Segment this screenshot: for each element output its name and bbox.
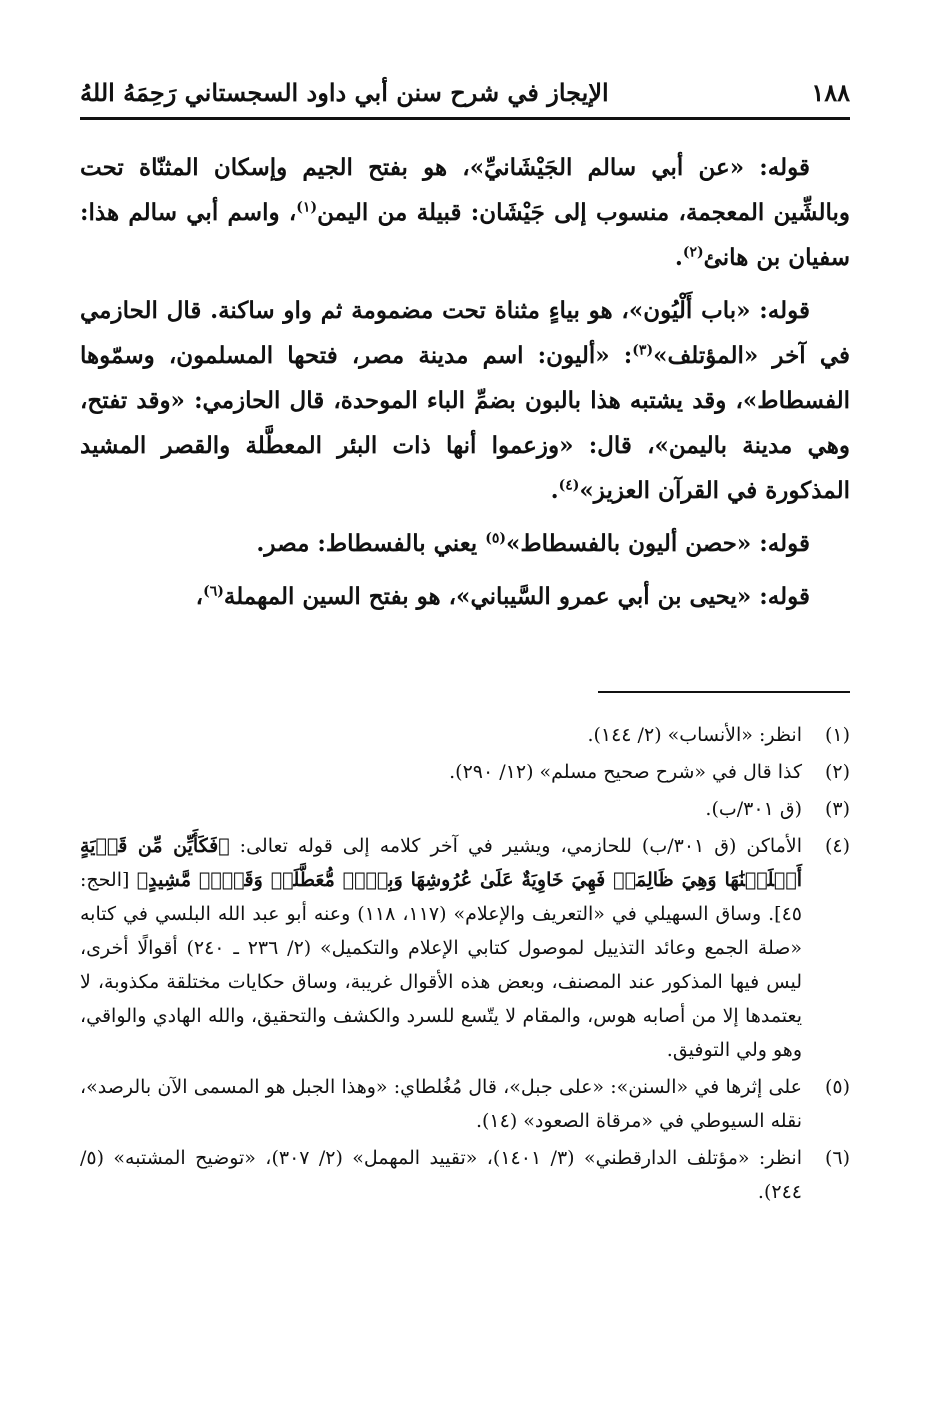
text-run: ، واسم أبي سالم هذا: سفيان بن هانئ [80, 199, 850, 271]
footnote-number: (٥) [824, 1076, 850, 1098]
text-run: : «أليون: اسم مدينة مصر، فتحها المسلمون، وسمّوها الفسطاط»، وقد يشتبه هذا بالبون بضمِّ الباء الموحدة، قال الحازمي: «وقد تفتح، وهي مدينة باليمن»، قال: «وزعموا أنها ذات البئر المعطَّلة والقصر المشيد المذكورة في القرآن العزيز» [80, 342, 850, 504]
footnote-number: (٦) [824, 1147, 850, 1169]
footnote-ref-6[interactable]: (٦) [203, 583, 224, 600]
footnote-text: (ق ٣٠١/ب). [705, 798, 802, 820]
paragraph-3 [80, 521, 850, 566]
text-run: قوله: « [736, 583, 810, 610]
footnote-ref-5[interactable]: (٥) [485, 530, 507, 547]
quoted-phrase: عن أبي سالم الجَيْشَانيِّ [484, 154, 730, 181]
footnote-text: انظر: «الأنساب» (٢/ ١٤٤). [587, 724, 802, 746]
page-number: ١٨٨ [811, 77, 850, 107]
quoted-phrase: حصن أليون بالفسطاط [520, 530, 737, 557]
footnote-1 [80, 718, 850, 752]
text-run: قوله: « [736, 297, 810, 324]
main-text [80, 145, 850, 627]
text-run: » [506, 530, 521, 557]
footnote-number: (٣) [824, 798, 850, 820]
text-run: »، هو بفتح السين المهملة [223, 583, 471, 610]
footnote-2 [80, 755, 850, 789]
quoted-phrase: يحيى بن أبي عمرو السَّيباني [470, 583, 737, 610]
footnote-3 [80, 792, 850, 826]
footnote-ref-2[interactable]: (٢) [682, 244, 704, 261]
footnote-ref-1[interactable]: (١) [296, 199, 318, 216]
footnote-4 [80, 829, 850, 1067]
running-header [80, 72, 850, 112]
footnote-6 [80, 1141, 850, 1209]
footnote-text: كذا قال في «شرح صحيح مسلم» (١٢/ ٢٩٠). [449, 761, 802, 783]
footnote-text: انظر: «مؤتلف الدارقطني» (٣/ ١٤٠١)، «تقييد المهمل» (٢/ ٣٠٧)، «توضيح المشتبه» (٥/ ٢٤٤). [80, 1147, 802, 1203]
text-run: ، [195, 583, 204, 610]
text-run: الأماكن (ق ٣٠١/ب) للحازمي، ويشير في آخر كلامه إلى قوله تعالى: [229, 835, 802, 857]
quoted-phrase: باب أَلْيُون [643, 297, 737, 324]
book-title: الإيجاز في شرح سنن أبي داود السجستاني رَحِمَهُ اللهُ [80, 77, 609, 107]
text-run: [الحج: ٤٥]. وساق السهيلي في «التعريف والإعلام» (١١٧، ١١٨) وعنه أبو عبد الله البلسي في كتابه «صلة الجمع وعائد التذييل لموصول كتابي الإعلام والتكميل» (٢/ ٢٣٦ ـ ٢٤٠) أقوالًا أخرى، ليس فيها المذكور عند المصنف، وبعض هذه الأقوال غريبة، وساق حكايات مختلقة مكذوبة، لا يعتمدها إلا من أصابه هوس، والمقام لا يتّسع للسرد والكشف والتحقيق، والله الهادي والواقي، وهو ولي التوفيق. [80, 869, 803, 1061]
footnote-text: على إثرها في «السنن»: «على جبل»، قال مُغُلطاي: «وهذا الجبل هو المسمى الآن بالرصد»، نقله السيوطي في «مرقاة الصعود» (١٤). [80, 1076, 802, 1132]
text-run: »، هو بياءٍ مثناة تحت مضمومة ثم واو ساكنة. قال الحازمي في آخر «المؤتلف» [80, 297, 850, 369]
paragraph-1 [80, 145, 850, 280]
text-run: قوله: « [729, 154, 811, 181]
text-run: »، هو بفتح الجيم وإسكان المثنّاة تحت وبالشِّين المعجمة، منسوب إلى جَيْشَان: قبيلة من اليمن [80, 154, 851, 226]
paragraph-4 [80, 574, 850, 619]
text-run: . [674, 244, 683, 271]
text-run: يعني بالفسطاط: مصر. [256, 530, 486, 557]
footnote-separator [598, 691, 850, 693]
text-run: . [550, 477, 559, 504]
footnote-number: (١) [824, 724, 850, 746]
text-run: قوله: « [736, 530, 810, 557]
footnote-number: (٤) [824, 835, 850, 857]
footnotes [80, 718, 850, 1212]
header-rule [80, 117, 850, 120]
footnote-text [80, 829, 802, 1067]
quran-verse: ﴿فَكَأَيِّن مِّن قَرۡيَةٍ أَهۡلَكۡنَٰهَا وَهِيَ ظَالِمَةٞ فَهِيَ خَاوِيَةٌ عَلَىٰ عُرُوشِهَا وَبِئۡرٖ مُّعَطَّلَةٖ وَقَصۡرٖ مَّشِيدٍ﴾ [80, 835, 802, 891]
footnote-number: (٢) [824, 761, 850, 783]
footnote-ref-3[interactable]: (٣) [632, 342, 654, 359]
footnote-5 [80, 1070, 850, 1138]
paragraph-2 [80, 288, 850, 513]
footnote-ref-4[interactable]: (٤) [558, 477, 580, 494]
